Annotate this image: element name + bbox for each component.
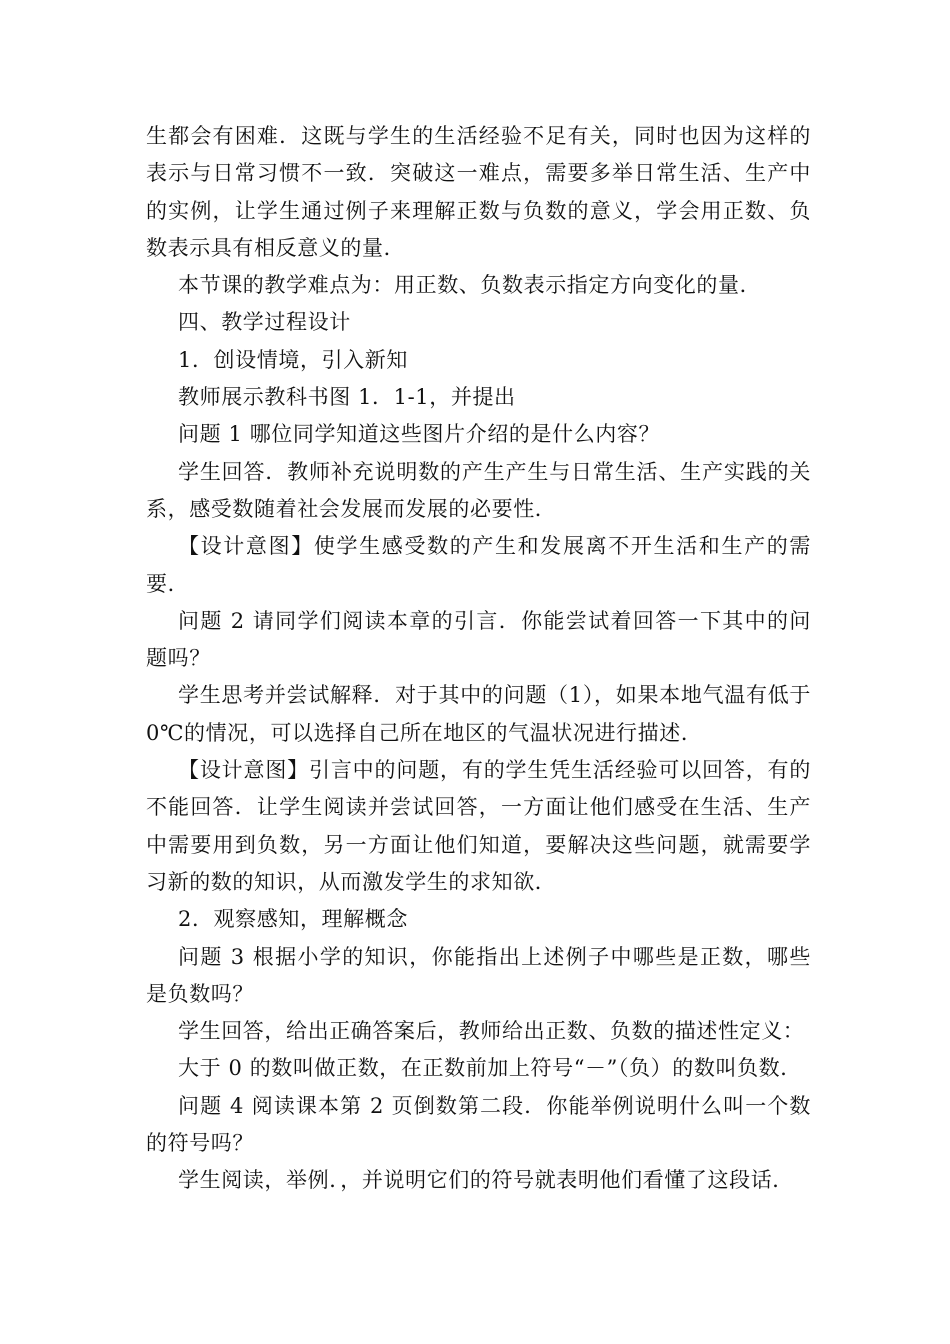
paragraph-teacher-shows: 教师展示教科书图 1．1-1，并提出 — [178, 385, 516, 410]
definition: 大于 0 的数叫做正数，在正数前加上符号“－”（负）的数叫负数． — [178, 1056, 802, 1081]
paragraph-student-reads: 学生阅读，举例．，并说明它们的符号就表明他们看懂了这段话． — [178, 1168, 794, 1193]
paragraph-continued: 生都会有困难．这既与学生的生活经验不足有关，同时也因为这样的表示与日常习惯不一致．突破这一难点，需要多举日常生活、生产中的实例，让学生通过例子来理解正数与负数的意义，学会用正数、负数表示具有相反意义的量． — [146, 124, 811, 260]
document-body — [146, 118, 811, 1200]
design-intent: 【设计意图】引言中的问题，有的学生凭生活经验可以回答，有的不能回答．让学生阅读并尝试回答，一方面让他们感受在生活、生产中需要用到负数，另一方面让他们知道，要解决这些问题，就需要学习新的数的知识，从而激发学生的求知欲． — [146, 758, 811, 894]
question-2: 问题 2 请同学们阅读本章的引言．你能尝试着回答一下其中的问题吗？ — [146, 608, 811, 671]
paragraph-difficulty: 本节课的教学难点为：用正数、负数表示指定方向变化的量． — [178, 273, 762, 298]
section-heading: 四、教学过程设计 — [178, 310, 351, 335]
question-1: 问题 1 哪位同学知道这些图片介绍的是什么内容？ — [178, 422, 661, 447]
paragraph-student-answer: 学生回答，给出正确答案后，教师给出正数、负数的描述性定义： — [178, 1019, 805, 1044]
paragraph-student-thinks: 学生思考并尝试解释．对于其中的问题（1），如果本地气温有低于0℃的情况，可以选择自己所在地区的气温状况进行描述． — [146, 683, 811, 745]
design-intent: 【设计意图】使学生感受数的产生和发展离不开生活和生产的需要． — [146, 534, 811, 596]
subsection-heading: 2．观察感知，理解概念 — [178, 907, 408, 932]
question-3: 问题 3 根据小学的知识，你能指出上述例子中哪些是正数，哪些是负数吗？ — [146, 944, 811, 1006]
question-4: 问题 4 阅读课本第 2 页倒数第二段．你能举例说明什么叫一个数的符号吗？ — [146, 1093, 811, 1156]
paragraph-student-answer: 学生回答．教师补充说明数的产生产生与日常生活、生产实践的关系，感受数随着社会发展而发展的必要性． — [146, 459, 811, 521]
subsection-heading: 1．创设情境，引入新知 — [178, 347, 408, 372]
